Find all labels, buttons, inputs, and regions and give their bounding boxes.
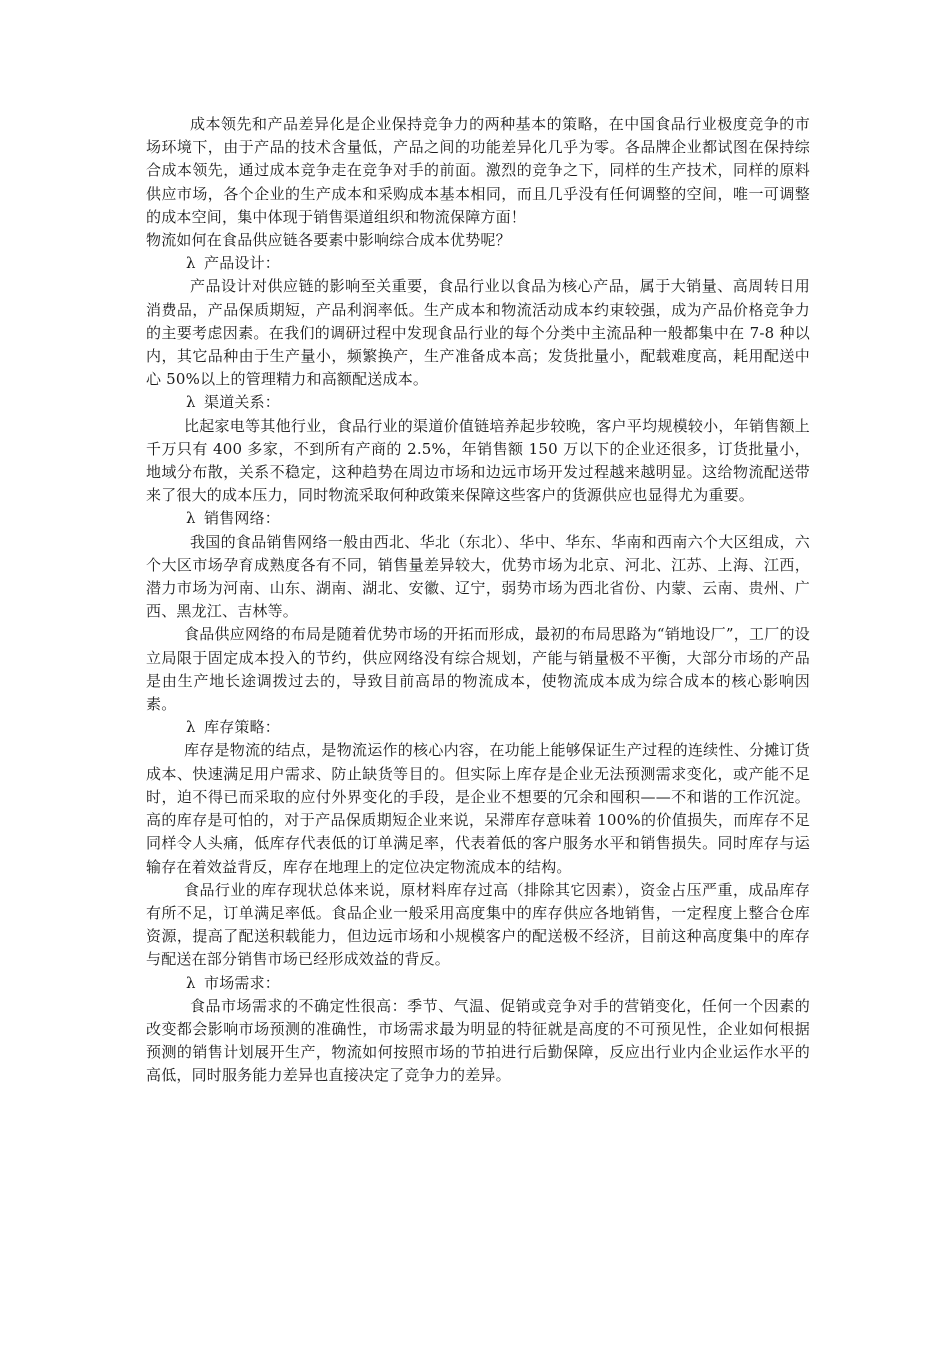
paragraph-inventory-status: 食品行业的库存现状总体来说，原材料库存过高（排除其它因素），资金占压严重，成品库存有所不足，订单满足率低。食品企业一般采用高度集中的库存供应各地销售，一定程度上整合仓库资源，提高了配送积载能力，但边远市场和小规模客户的配送极不经济，目前这种高度集中的库存与配送在部分销售市场已经形成效益的背反。 (146, 880, 810, 969)
lambda-bullet-icon: λ (186, 393, 196, 412)
section-heading-sales-network (146, 507, 810, 530)
paragraph-market-demand: 食品市场需求的不确定性很高：季节、气温、促销或竞争对手的营销变化，任何一个因素的改变都会影响市场预测的准确性，市场需求最为明显的特征就是高度的不可预见性，企业如何根据预测的销售计划展开生产，物流如何按照市场的节拍进行后勤保障，反应出行业内企业运作水平的高低，同时服务能力差异也直接决定了竞争力的差异。 (146, 996, 810, 1085)
paragraph-inventory: 库存是物流的结点，是物流运作的核心内容，在功能上能够保证生产过程的连续性、分摊订货成本、快速满足用户需求、防止缺货等目的。但实际上库存是企业无法预测需求变化，或产能不足时，迫不得已而采取的应付外界变化的手段，是企业不想要的冗余和囤积——不和谐的工作沉淀。高的库存是可怕的，对于产品保质期短企业来说，呆滞库存意味着 100%的价值损失，而库存不足同样令人头痛，低库存代表低的订单满足率，代表着低的客户服务水平和销售损失。同时库存与运输存在着效益背反，库存在地理上的定位决定物流成本的结构。 (146, 741, 810, 876)
paragraph-intro: 成本领先和产品差异化是企业保持竞争力的两种基本的策略，在中国食品行业极度竞争的市场环境下，由于产品的技术含量低，产品之间的功能差异化几乎为零。各品牌企业都试图在保持综合成本领先，通过成本竞争走在竞争对手的前面。激烈的竞争之下，同样的生产技术，同样的原料供应市场，各个企业的生产成本和采购成本基本相同，而且几乎没有任何调整的空间，唯一可调整的成本空间，集中体现于销售渠道组织和物流保障方面！ (146, 115, 810, 226)
section-heading-label: 市场需求： (204, 973, 281, 992)
section-heading-channel (146, 391, 810, 414)
lambda-bullet-icon: λ (186, 973, 196, 992)
section-heading-label: 渠道关系： (204, 393, 281, 412)
section-heading-label: 销售网络： (204, 509, 281, 528)
section-heading-label: 库存策略： (204, 718, 281, 737)
paragraph-product-design: 产品设计对供应链的影响至关重要，食品行业以食品为核心产品，属于大销量、高周转日用消费品，产品保质期短，产品利润率低。生产成本和物流活动成本约束较强，成为产品价格竞争力的主要考虑因素。在我们的调研过程中发现食品行业的每个分类中主流品种一般都集中在 7-8 种以内，其它品种由于生产量小，频繁换产，生产准备成本高；发货批量小，配载难度高，耗用配送中心 50%以上的管理精力和高额配送成本。 (146, 277, 810, 389)
section-heading-inventory (146, 716, 810, 739)
section-heading-market-demand (146, 972, 810, 995)
section-heading-product-design (146, 252, 810, 275)
paragraph-channel: 比起家电等其他行业，食品行业的渠道价值链培养起步较晚，客户平均规模较小，年销售额上千万只有 400 多家，不到所有产商的 2.5%，年销售额 150 万以下的企业还很多，订货批量小，地域分布散，关系不稳定，这种趋势在周边市场和边远市场开发过程越来越明显。这给物流配送带来了很大的成本压力，同时物流采取何种政策来保障这些客户的货源供应也显得尤为重要。 (146, 416, 810, 505)
paragraph-question: 物流如何在食品供应链各要素中影响综合成本优势呢？ (146, 231, 511, 250)
document-body (146, 113, 810, 1088)
lambda-bullet-icon: λ (186, 509, 196, 528)
paragraph-supply-network: 食品供应网络的布局是随着优势市场的开拓而形成，最初的布局思路为“销地设厂”，工厂的设立局限于固定成本投入的节约，供应网络没有综合规划，产能与销量极不平衡，大部分市场的产品是由生产地长途调拨过去的，导致目前高昂的物流成本，使物流成本成为综合成本的核心影响因素。 (146, 625, 810, 714)
lambda-bullet-icon: λ (186, 718, 196, 737)
lambda-bullet-icon: λ (186, 254, 196, 273)
section-heading-label: 产品设计： (204, 254, 281, 273)
paragraph-sales-network: 我国的食品销售网络一般由西北、华北（东北）、华中、华东、华南和西南六个大区组成，六个大区市场孕育成熟度各有不同，销售量差异较大，优势市场为北京、河北、江苏、上海、江西，潜力市场为河南、山东、湖南、湖北、安徽、辽宁，弱势市场为西北省份、内蒙、云南、贵州、广西、黑龙江、吉林等。 (146, 532, 810, 621)
